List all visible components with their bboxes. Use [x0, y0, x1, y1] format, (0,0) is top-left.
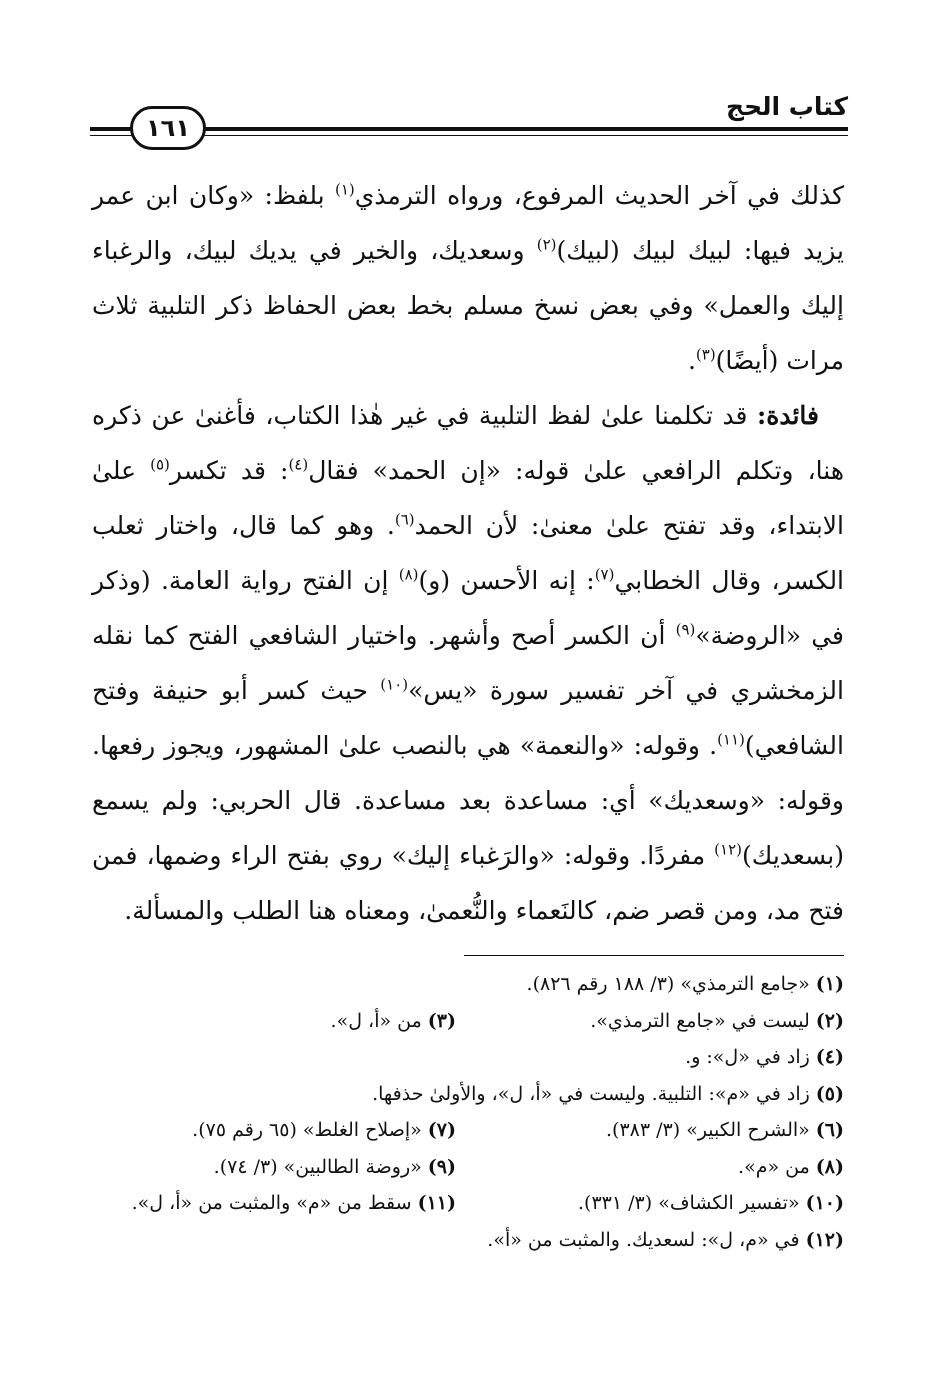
- text-run: . وقوله: «والنعمة» هي بالنصب علىٰ المشهور، ويجوز رفعها. وقوله: «وسعديك» أي: مساعدة بعد مساعدة. قال الحربي: ولم يسمع (بسعديك): [92, 731, 844, 870]
- text-run: قد تكلمنا علىٰ لفظ التلبية في غير هٰذا الكتاب، فأغنىٰ عن ذكره هنا، وتكلم الرافعي علىٰ قوله: «إن الحمد» فقال: [92, 401, 845, 485]
- footnote-ref: (٣): [695, 345, 716, 364]
- footnote-row: [99, 966, 844, 1003]
- paragraph-lead: فائدة:: [757, 401, 819, 430]
- footnote-number: (١٢): [805, 1228, 844, 1251]
- footnote-number: (١٠): [805, 1192, 844, 1214]
- footnote-text: «روضة الطالبين» (٣/ ٧٤).: [213, 1155, 422, 1178]
- footnote-row: [99, 1222, 844, 1259]
- text-run: : قد تكسر: [169, 456, 289, 485]
- footnote-ref: (٦): [394, 510, 415, 529]
- footnote-12: [487, 1222, 844, 1259]
- footnote-number: (٩): [427, 1155, 456, 1178]
- footnote-number: (٨): [815, 1155, 844, 1178]
- footnote-row: [99, 1003, 844, 1040]
- footnote-9: [214, 1149, 456, 1186]
- footnote-number: (١): [815, 973, 844, 995]
- footnote-number: (١١): [417, 1192, 456, 1214]
- footnote-number: (٦): [815, 1119, 844, 1141]
- text-run: : إنه الأحسن (و): [418, 566, 595, 595]
- footnote-ref: (١٠): [380, 675, 409, 694]
- footnote-3: [331, 1003, 456, 1040]
- text-run: كذلك في آخر الحديث المرفوع، ورواه الترمذي: [354, 181, 845, 210]
- footnote-11: [132, 1185, 456, 1222]
- footnote-6: [456, 1112, 844, 1149]
- text-run: بلفظ: «وكان ابن عمر يزيد فيها: لبيك لبيك (لبيك): [92, 181, 844, 265]
- footnote-separator: [464, 955, 844, 956]
- footnote-5: [372, 1076, 844, 1113]
- footnote-7: [192, 1112, 456, 1149]
- footnote-row: [99, 1112, 844, 1149]
- footnote-text: في «م، ل»: لسعديك. والمثبت من «أ».: [487, 1228, 800, 1251]
- footnote-text: ليست في «جامع الترمذي».: [590, 1009, 810, 1032]
- footnote-number: (٧): [427, 1119, 456, 1141]
- footnote-row: [99, 1076, 844, 1113]
- footnote-10: [456, 1185, 844, 1222]
- footnote-ref: (٧): [594, 565, 615, 584]
- text-run: . وهو كما قال، واختار ثعلب الكسر، وقال الخطابي: [92, 511, 845, 595]
- footnote-text: من «أ، ل».: [330, 1009, 422, 1032]
- footnote-text: «الشرح الكبير» (٣/ ٣٨٣).: [606, 1119, 810, 1141]
- footnote-2: [456, 1003, 844, 1040]
- page-number: ١٦١: [130, 106, 206, 150]
- footnote-ref: (٩): [675, 620, 696, 639]
- footnote-4: [685, 1039, 844, 1076]
- text-run: علىٰ الابتداء، وقد تفتح علىٰ معنىٰ: لأن الحمد: [92, 456, 844, 540]
- paragraph: [92, 388, 844, 938]
- footnote-ref: (١): [334, 180, 355, 199]
- footnote-text: «إصلاح الغلط» (٦٥ رقم ٧٥).: [192, 1119, 422, 1141]
- footnote-8: [456, 1149, 844, 1186]
- footnote-text: زاد في «ل»: و.: [685, 1046, 810, 1068]
- paragraph: [92, 168, 844, 388]
- footnote-text: «جامع الترمذي» (٣/ ١٨٨ رقم ٨٢٦).: [526, 973, 810, 995]
- footnote-ref: (٨): [398, 565, 419, 584]
- text-run: .: [687, 346, 696, 375]
- footnote-number: (٣): [427, 1009, 456, 1032]
- footnote-number: (٥): [815, 1082, 844, 1105]
- main-text: [92, 168, 844, 938]
- footnote-row: [99, 1185, 844, 1222]
- footnote-number: (٢): [815, 1009, 844, 1032]
- footnote-text: «تفسير الكشاف» (٣/ ٣٣١).: [578, 1192, 800, 1214]
- footnote-ref: (١١): [717, 730, 745, 749]
- text-run: وسعديك، والخير في يديك لبيك، والرغباء إليك والعمل» وفي بعض نسخ مسلم بخط بعض الحفاظ ذكر التلبية ثلاث مرات (أيضًا): [92, 236, 844, 375]
- text-run: إن الفتح رواية العامة. (وذكر في «الروضة»: [92, 566, 845, 650]
- footnote-row: [99, 1039, 844, 1076]
- footnote-text: من «م».: [738, 1155, 810, 1178]
- footnote-row: [99, 1149, 844, 1186]
- text-run: مفردًا. وقوله: «والرَغباء إليك» روي بفتح الراء وضمها، فمن فتح مد، ومن قصر ضم، كالنَعماء والنُّعمىٰ، ومعناه هنا الطلب والمسألة.: [92, 841, 844, 925]
- footnote-number: (٤): [815, 1046, 844, 1068]
- footnote-text: سقط من «م» والمثبت من «أ، ل».: [131, 1192, 412, 1214]
- footnote-ref: (٤): [288, 455, 309, 474]
- footnote-ref: (٢): [536, 235, 557, 254]
- text-run: أن الكسر أصح وأشهر. واختيار الشافعي الفتح كما نقله الزمخشري في آخر تفسير سورة «يس»: [92, 621, 844, 705]
- footnote-ref: (٥): [150, 455, 170, 474]
- footnote-ref: (١٢): [714, 840, 743, 859]
- footnotes: [99, 966, 844, 1258]
- text-run: حيث كسر أبو حنيفة وفتح الشافعي): [92, 676, 844, 760]
- running-header: [90, 90, 848, 150]
- footnote-1: [527, 966, 844, 1003]
- footnote-text: زاد في «م»: التلبية. وليست في «أ، ل»، والأولىٰ حذفها.: [372, 1082, 810, 1105]
- running-title: كتاب الحج: [716, 90, 848, 124]
